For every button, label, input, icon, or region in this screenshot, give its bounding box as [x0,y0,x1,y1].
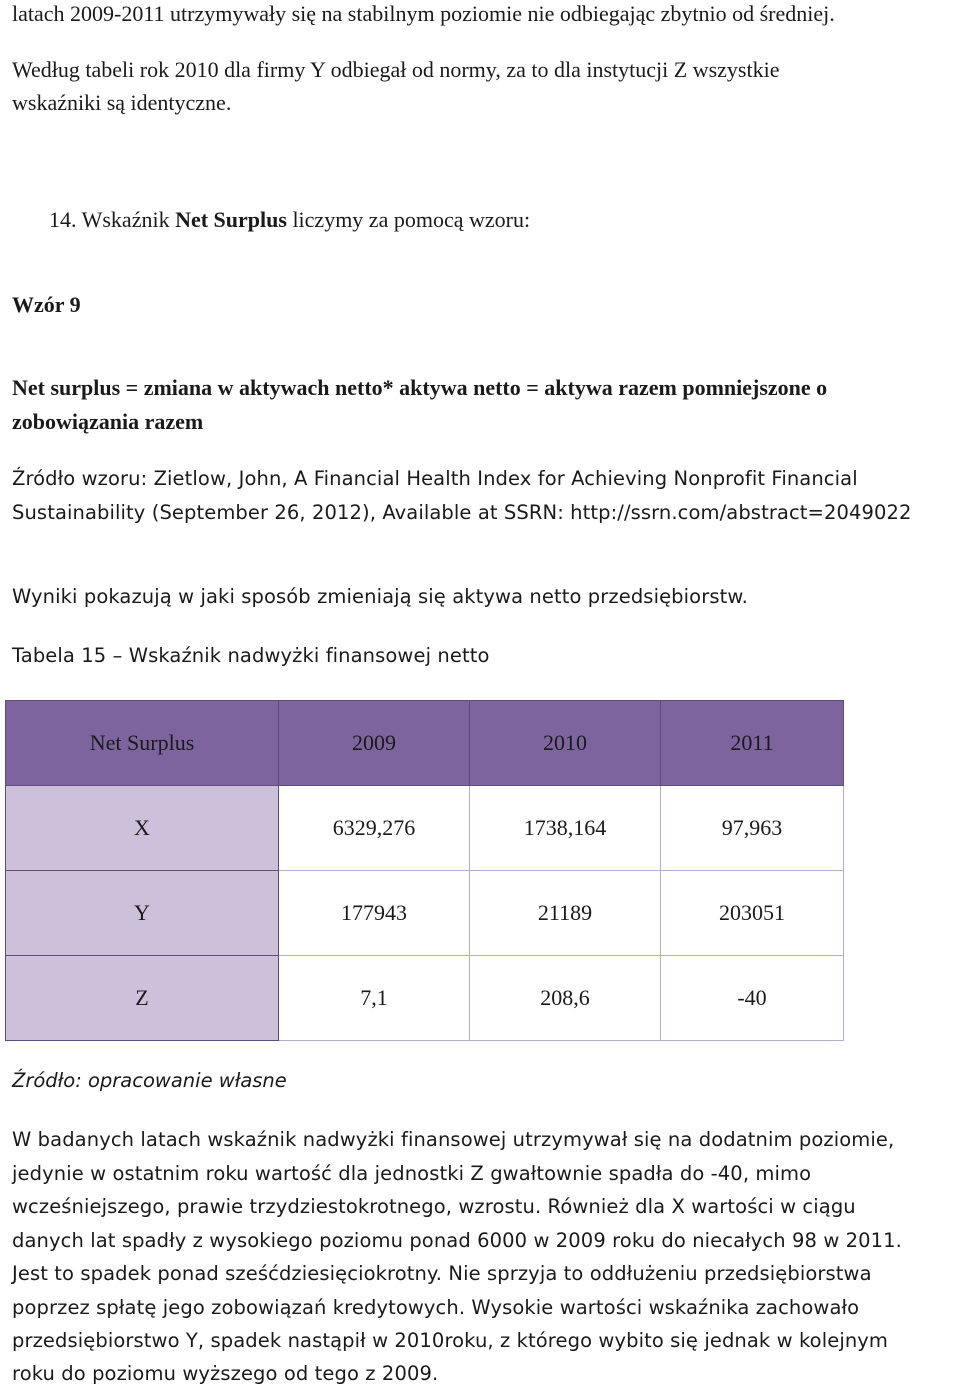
conclusion-line: poprzez spłatę jego zobowiązań kredytowych. Wysokie wartości wskaźnika zachowało [12,1296,860,1319]
table-caption: Tabela 15 – Wskaźnik nadwyżki finansowej netto [12,644,490,667]
table-cell: 1738,164 [470,786,661,871]
conclusion-line: przedsiębiorstwo Y, spadek nastąpił w 2010roku, z którego wybito się jednak w kolejnym [12,1329,889,1352]
table-cell: 21189 [470,871,661,956]
table-header-cell: 2009 [279,701,470,786]
table-row-label: Z [6,956,279,1041]
conclusion-line: roku do poziomu wyższego od tego z 2009. [12,1362,439,1385]
results-text: Wyniki pokazują w jaki sposób zmieniają się aktywa netto przedsiębiorstw. [12,585,748,608]
table-cell: 208,6 [470,956,661,1041]
table-cell: 6329,276 [279,786,470,871]
table-header-cell: 2011 [661,701,844,786]
formula-line-1: Net surplus = zmiana w aktywach netto* aktywa netto = aktywa razem pomniejszone o [12,375,828,400]
table-source: Źródło: opracowanie własne [12,1069,287,1092]
formula-source-line-1: Źródło wzoru: Zietlow, John, A Financial Health Index for Achieving Nonprofit Financial [12,467,858,490]
intro-line-2: Według tabeli rok 2010 dla firmy Y odbiegał od normy, za to dla instytucji Z wszystkie [12,57,780,82]
table-cell: 177943 [279,871,470,956]
conclusion-line: jedynie w ostatnim roku wartość dla jednostki Z gwałtownie spadła do -40, mimo [12,1162,812,1185]
intro-line-3: wskaźniki są identyczne. [12,90,232,115]
item-14-term: Net Surplus [175,207,287,232]
table-cell: 97,963 [661,786,844,871]
table-header-row [6,701,844,786]
table-cell: -40 [661,956,844,1041]
table-header-cell: Net Surplus [6,701,279,786]
item-14-heading [49,209,530,231]
conclusion-line: wcześniejszego, prawie trzydziestokrotnego, wzrostu. Również dla X wartości w ciągu [12,1195,856,1218]
table-row [6,871,844,956]
net-surplus-table [5,700,844,1041]
table-cell: 7,1 [279,956,470,1041]
table-row-label: Y [6,871,279,956]
item-14-suffix: liczymy za pomocą wzoru: [286,207,531,232]
table-row-label: X [6,786,279,871]
table-row [6,956,844,1041]
item-14-prefix: 14. Wskaźnik [49,207,176,232]
intro-line-1: latach 2009-2011 utrzymywały się na stabilnym poziomie nie odbiegając zbytnio od średniej. [12,1,835,26]
table-header-cell: 2010 [470,701,661,786]
table-row [6,786,844,871]
formula-line-2: zobowiązania razem [12,409,204,434]
table-cell: 203051 [661,871,844,956]
conclusion-line: W badanych latach wskaźnik nadwyżki finansowej utrzymywał się na dodatnim poziomie, [12,1128,895,1151]
conclusion-line: danych lat spadły z wysokiego poziomu ponad 6000 w 2009 roku do niecałych 98 w 2011. [12,1229,902,1252]
formula-title: Wzór 9 [12,292,81,317]
conclusion-line: Jest to spadek ponad sześćdziesięciokrotny. Nie sprzyja to oddłużeniu przedsiębiorstwa [12,1262,872,1285]
formula-source-line-2: Sustainability (September 26, 2012), Available at SSRN: http://ssrn.com/abstract=2049022 [12,501,912,524]
